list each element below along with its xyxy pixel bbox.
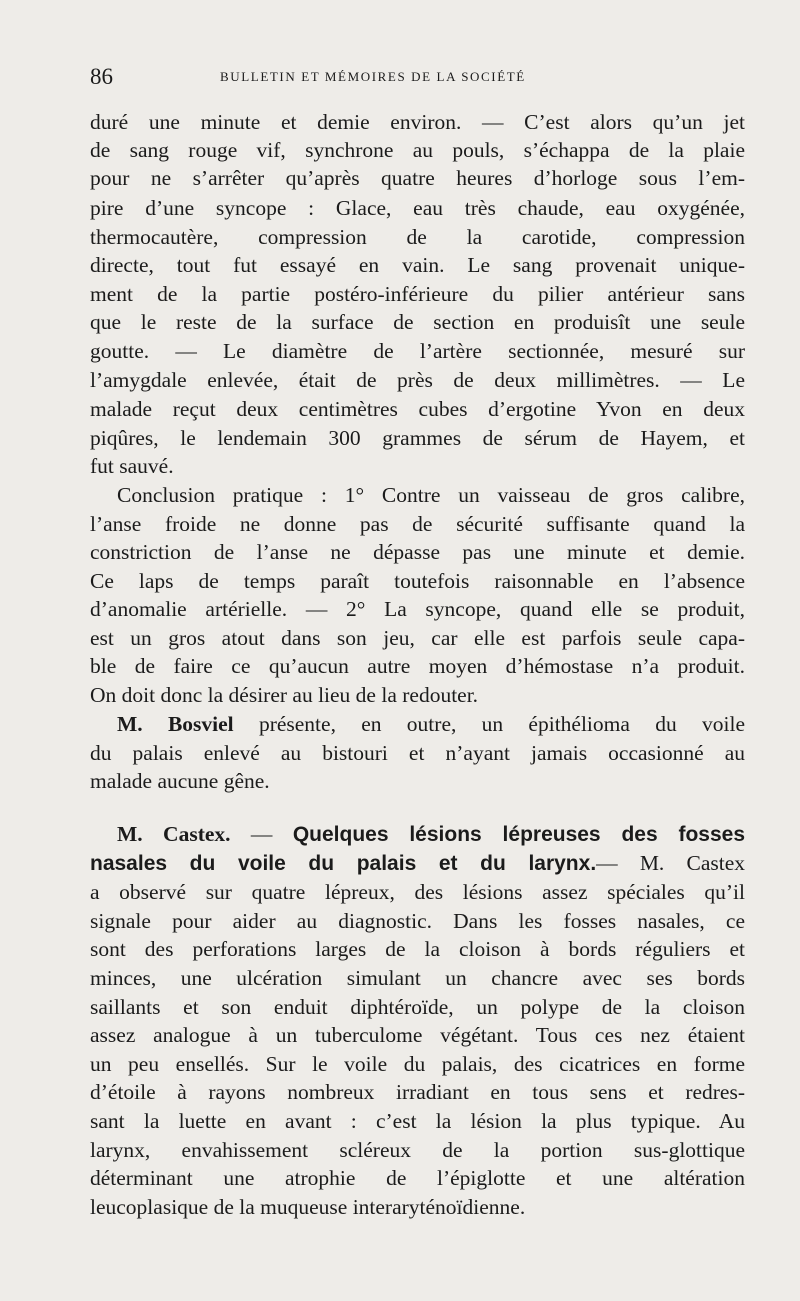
text-line: leucoplasique de la muqueuse interaryténoïdienne. xyxy=(90,1195,526,1219)
text-line: déterminant une atrophie de l’épiglotte et une altération xyxy=(90,1166,745,1190)
text-line: d’anomalie artérielle. — 2° La syncope, quand elle se produit, xyxy=(90,597,745,621)
text-line xyxy=(117,710,745,738)
communication-title: nasales du voile du palais et du larynx. xyxy=(90,852,597,875)
text-line: un peu ensellés. Sur le voile du palais, des cicatrices en forme xyxy=(90,1052,745,1076)
text-line: assez analogue à un tuberculome végétant. Tous ces nez étaient xyxy=(90,1023,745,1047)
text-line: constriction de l’anse ne dépasse pas une minute et demie. xyxy=(90,540,745,564)
text-line: de sang rouge vif, synchrone au pouls, s’échappa de la plaie xyxy=(90,138,745,162)
text-line: Conclusion pratique : 1° Contre un vaisseau de gros calibre, xyxy=(117,483,745,507)
author-name: M. Castex. xyxy=(117,822,231,846)
text-line: l’anse froide ne donne pas de sécurité suffisante quand la xyxy=(90,512,745,536)
page-number: 86 xyxy=(90,64,113,89)
author-name: M. Bosviel xyxy=(117,712,234,736)
text-line: sant la luette en avant : c’est la lésion la plus typique. Au xyxy=(90,1109,745,1133)
text-span: — xyxy=(230,822,293,846)
text-line: saillants et son enduit diphtéroïde, un polype de la cloison xyxy=(90,995,745,1019)
text-line: a observé sur quatre lépreux, des lésions assez spéciales qu’il xyxy=(90,880,745,904)
text-line: thermocautère, compression de la carotide, compression xyxy=(90,225,745,249)
text-line: fut sauvé. xyxy=(90,454,174,478)
text-line: directe, tout fut essayé en vain. Le sang provenait unique- xyxy=(90,253,745,277)
text-line: sont des perforations larges de la cloison à bords réguliers et xyxy=(90,937,745,961)
text-line: ment de la partie postéro-inférieure du pilier antérieur sans xyxy=(90,282,745,306)
text-line: est un gros atout dans son jeu, car elle est parfois seule capa- xyxy=(90,626,745,650)
text-span: — M. Castex xyxy=(596,851,745,875)
text-line: malade reçut deux centimètres cubes d’ergotine Yvon en deux xyxy=(90,397,745,421)
text-line: signale pour aider au diagnostic. Dans les fosses nasales, ce xyxy=(90,909,745,933)
text-line: pour ne s’arrêter qu’après quatre heures d’horloge sous l’em- xyxy=(90,166,745,190)
text-line: duré une minute et demie environ. — C’est alors qu’un jet xyxy=(90,110,745,134)
text-line: goutte. — Le diamètre de l’artère sectionnée, mesuré sur xyxy=(90,339,745,363)
text-line: minces, une ulcération simulant un chancre avec ses bords xyxy=(90,966,745,990)
text-line: l’amygdale enlevée, était de près de deux millimètres. — Le xyxy=(90,368,745,392)
text-line: du palais enlevé au bistouri et n’ayant jamais occasionné au xyxy=(90,741,745,765)
text-line: que le reste de la surface de section en produisît une seule xyxy=(90,310,745,334)
text-line: Ce laps de temps paraît toutefois raisonnable en l’absence xyxy=(90,569,745,593)
text-line xyxy=(90,849,745,877)
text-line: On doit donc la désirer au lieu de la redouter. xyxy=(90,683,479,707)
text-span: présente, en outre, un épithélioma du voile xyxy=(233,712,745,736)
text-line xyxy=(117,820,745,848)
running-title: BULLETIN ET MÉMOIRES DE LA SOCIÉTÉ xyxy=(220,69,526,84)
text-line: malade aucune gêne. xyxy=(90,769,270,793)
text-line: d’étoile à rayons nombreux irradiant en tous sens et redres- xyxy=(90,1080,745,1104)
text-line: ble de faire ce qu’aucun autre moyen d’hémostase n’a produit. xyxy=(90,654,745,678)
text-line: piqûres, le lendemain 300 grammes de sérum de Hayem, et xyxy=(90,426,745,450)
communication-title: Quelques lésions lépreuses des fosses xyxy=(292,823,746,846)
text-line: pire d’une syncope : Glace, eau très chaude, eau oxygénée, xyxy=(90,196,745,220)
text-line: larynx, envahissement scléreux de la portion sus-glottique xyxy=(90,1138,745,1162)
page-header xyxy=(90,64,745,90)
